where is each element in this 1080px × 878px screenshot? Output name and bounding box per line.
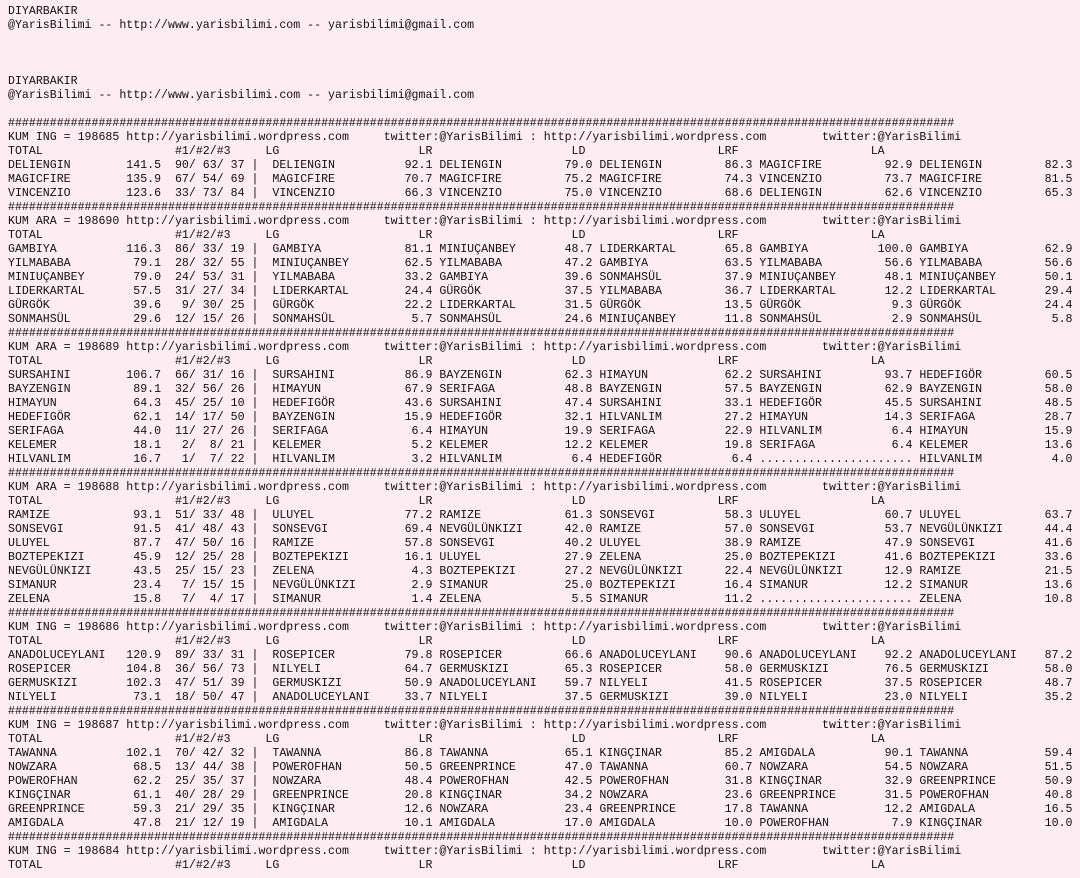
table-row: SURSAHINI 106.7 66/ 31/ 16 | SURSAHINI 86.9 BAYZENGIN 62.3 HIMAYUN 62.2 SURSAHINI 93.7 HEDEFIGÖR 60.5 (8, 369, 1073, 382)
table-row: SONSEVGI 91.5 41/ 48/ 43 | SONSEVGI 69.4 NEVGÜLÜNKIZI 42.0 RAMIZE 57.0 SONSEVGI 53.7 NEVGÜLÜNKIZI 44.4 (8, 523, 1073, 536)
table-row: ANADOLUCEYLANI 120.9 89/ 33/ 31 | ROSEPICER 79.8 ROSEPICER 66.6 ANADOLUCEYLANI 90.6 ANADOLUCEYLANI 92.2 ANADOLUCEYLANI 87.2 (8, 649, 1073, 662)
column-header-line: TOTAL #1/#2/#3 LG LR LD LRF LA (8, 859, 885, 872)
table-row: TAWANNA 102.1 70/ 42/ 32 | TAWANNA 86.8 TAWANNA 65.1 KINGÇINAR 85.2 AMIGDALA 90.1 TAWANNA 59.4 (8, 747, 1073, 760)
table-row: LIDERKARTAL 57.5 31/ 27/ 34 | LIDERKARTAL 24.4 GÜRGÖK 37.5 YILMABABA 36.7 LIDERKARTAL 12.2 LIDERKARTAL 29.4 (8, 285, 1073, 298)
contact-line: @YarisBilimi -- http://www.yarisbilimi.com -- yarisbilimi@gmail.com (8, 89, 475, 102)
column-header-line: TOTAL #1/#2/#3 LG LR LD LRF LA (8, 635, 885, 648)
separator-line: ######################################################################################################################################## (8, 831, 955, 844)
table-row: GAMBIYA 116.3 86/ 33/ 19 | GAMBIYA 81.1 MINIUÇANBEY 48.7 LIDERKARTAL 65.8 GAMBIYA 100.0 GAMBIYA 62.9 (8, 243, 1073, 256)
table-row: MINIUÇANBEY 79.0 24/ 53/ 31 | YILMABABA 33.2 GAMBIYA 39.6 SONMAHSÜL 37.9 MINIUÇANBEY 48.1 MINIUÇANBEY 50.1 (8, 271, 1073, 284)
column-header-line: TOTAL #1/#2/#3 LG LR LD LRF LA (8, 229, 885, 242)
race-header-line: KUM ARA = 198689 http://yarisbilimi.wordpress.com twitter:@YarisBilimi : http://yarisbilimi.wordpress.com twitter:@YarisBilimi (8, 341, 962, 354)
contact-line: @YarisBilimi -- http://www.yarisbilimi.com -- yarisbilimi@gmail.com (8, 19, 475, 32)
race-header-line: KUM ARA = 198688 http://yarisbilimi.wordpress.com twitter:@YarisBilimi : http://yarisbilimi.wordpress.com twitter:@YarisBilimi (8, 481, 962, 494)
separator-line: ######################################################################################################################################## (8, 705, 955, 718)
race-header-line: KUM ARA = 198690 http://yarisbilimi.wordpress.com twitter:@YarisBilimi : http://yarisbilimi.wordpress.com twitter:@YarisBilimi (8, 215, 962, 228)
table-row: NOWZARA 68.5 13/ 44/ 38 | POWEROFHAN 50.5 GREENPRINCE 47.0 TAWANNA 60.7 NOWZARA 54.5 NOWZARA 51.5 (8, 761, 1073, 774)
table-row: GREENPRINCE 59.3 21/ 29/ 35 | KINGÇINAR 12.6 NOWZARA 23.4 GREENPRINCE 17.8 TAWANNA 12.2 AMIGDALA 16.5 (8, 803, 1073, 816)
table-row: SERIFAGA 44.0 11/ 27/ 26 | SERIFAGA 6.4 HIMAYUN 19.9 SERIFAGA 22.9 HILVANLIM 6.4 HIMAYUN 15.9 (8, 425, 1073, 438)
blank-line (8, 47, 1080, 61)
separator-line: ######################################################################################################################################## (8, 467, 955, 480)
table-row: YILMABABA 79.1 28/ 32/ 55 | MINIUÇANBEY 62.5 YILMABABA 47.2 GAMBIYA 63.5 YILMABABA 56.6 YILMABABA 56.6 (8, 257, 1073, 270)
city-title: DIYARBAKIR (8, 5, 78, 18)
blank-line (8, 103, 1080, 117)
table-row: VINCENZIO 123.6 33/ 73/ 84 | VINCENZIO 66.3 VINCENZIO 75.0 VINCENZIO 68.6 DELIENGIN 62.6 VINCENZIO 65.3 (8, 187, 1073, 200)
table-row: RAMIZE 93.1 51/ 33/ 48 | ULUYEL 77.2 RAMIZE 61.3 SONSEVGI 58.3 ULUYEL 60.7 ULUYEL 63.7 (8, 509, 1073, 522)
separator-line: ######################################################################################################################################## (8, 327, 955, 340)
table-row: KELEMER 18.1 2/ 8/ 21 | KELEMER 5.2 KELEMER 12.2 KELEMER 19.8 SERIFAGA 6.4 KELEMER 13.6 (8, 439, 1073, 452)
table-row: SIMANUR 23.4 7/ 15/ 15 | NEVGÜLÜNKIZI 2.9 SIMANUR 25.0 BOZTEPEKIZI 16.4 SIMANUR 12.2 SIMANUR 13.6 (8, 579, 1073, 592)
table-row: POWEROFHAN 62.2 25/ 35/ 37 | NOWZARA 48.4 POWEROFHAN 42.5 POWEROFHAN 31.8 KINGÇINAR 32.9 GREENPRINCE 50.9 (8, 775, 1073, 788)
separator-line: ######################################################################################################################################## (8, 201, 955, 214)
column-header-line: TOTAL #1/#2/#3 LG LR LD LRF LA (8, 355, 885, 368)
table-row: BAYZENGIN 89.1 32/ 56/ 26 | HIMAYUN 67.9 SERIFAGA 48.8 BAYZENGIN 57.5 BAYZENGIN 62.9 BAYZENGIN 58.0 (8, 383, 1073, 396)
table-row: HEDEFIGÖR 62.1 14/ 17/ 50 | BAYZENGIN 15.9 HEDEFIGÖR 32.1 HILVANLIM 27.2 HIMAYUN 14.3 SERIFAGA 28.7 (8, 411, 1073, 424)
table-row: GERMUSKIZI 102.3 47/ 51/ 39 | GERMUSKIZI 50.9 ANADOLUCEYLANI 59.7 NILYELI 41.5 ROSEPICER 37.5 ROSEPICER 48.7 (8, 677, 1073, 690)
column-header-line: TOTAL #1/#2/#3 LG LR LD LRF LA (8, 733, 885, 746)
table-row: HIMAYUN 64.3 45/ 25/ 10 | HEDEFIGÖR 43.6 SURSAHINI 47.4 SURSAHINI 33.1 HEDEFIGÖR 45.5 SURSAHINI 48.5 (8, 397, 1073, 410)
table-row: AMIGDALA 47.8 21/ 12/ 19 | AMIGDALA 10.1 AMIGDALA 17.0 AMIGDALA 10.0 POWEROFHAN 7.9 KINGÇINAR 10.0 (8, 817, 1073, 830)
table-row: ULUYEL 87.7 47/ 50/ 16 | RAMIZE 57.8 SONSEVGI 40.2 ULUYEL 38.9 RAMIZE 47.9 SONSEVGI 41.6 (8, 537, 1073, 550)
table-row: KINGÇINAR 61.1 40/ 28/ 29 | GREENPRINCE 20.8 KINGÇINAR 34.2 NOWZARA 23.6 GREENPRINCE 31.5 POWEROFHAN 40.8 (8, 789, 1073, 802)
table-row: BOZTEPEKIZI 45.9 12/ 25/ 28 | BOZTEPEKIZI 16.1 ULUYEL 27.9 ZELENA 25.0 BOZTEPEKIZI 41.6 BOZTEPEKIZI 33.6 (8, 551, 1073, 564)
table-row: MAGICFIRE 135.9 67/ 54/ 69 | MAGICFIRE 70.7 MAGICFIRE 75.2 MAGICFIRE 74.3 VINCENZIO 73.7 MAGICFIRE 81.5 (8, 173, 1073, 186)
race-header-line: KUM ING = 198684 http://yarisbilimi.wordpress.com twitter:@YarisBilimi : http://yarisbilimi.wordpress.com twitter:@YarisBilimi (8, 845, 962, 858)
race-header-line: KUM ING = 198686 http://yarisbilimi.wordpress.com twitter:@YarisBilimi : http://yarisbilimi.wordpress.com twitter:@YarisBilimi (8, 621, 962, 634)
blank-line (8, 33, 1080, 47)
blank-line (8, 61, 1080, 75)
table-row: SONMAHSÜL 29.6 12/ 15/ 26 | SONMAHSÜL 5.7 SONMAHSÜL 24.6 MINIUÇANBEY 11.8 SONMAHSÜL 2.9 SONMAHSÜL 5.8 (8, 313, 1073, 326)
race-header-line: KUM ING = 198687 http://yarisbilimi.wordpress.com twitter:@YarisBilimi : http://yarisbilimi.wordpress.com twitter:@YarisBilimi (8, 719, 962, 732)
separator-line: ######################################################################################################################################## (8, 607, 955, 620)
column-header-line: TOTAL #1/#2/#3 LG LR LD LRF LA (8, 495, 885, 508)
column-header-line: TOTAL #1/#2/#3 LG LR LD LRF LA (8, 145, 885, 158)
table-row: NILYELI 73.1 18/ 50/ 47 | ANADOLUCEYLANI 33.7 NILYELI 37.5 GERMUSKIZI 39.0 NILYELI 23.0 NILYELI 35.2 (8, 691, 1073, 704)
separator-line: ######################################################################################################################################## (8, 117, 955, 130)
table-row: ZELENA 15.8 7/ 4/ 17 | SIMANUR 1.4 ZELENA 5.5 SIMANUR 11.2 ...................... ZELENA 10.8 (8, 593, 1073, 606)
city-title: DIYARBAKIR (8, 75, 78, 88)
table-row: HILVANLIM 16.7 1/ 7/ 22 | HILVANLIM 3.2 HILVANLIM 6.4 HEDEFIGÖR 6.4 ...................... HILVANLIM 4.0 (8, 453, 1073, 466)
race-header-line: KUM ING = 198685 http://yarisbilimi.wordpress.com twitter:@YarisBilimi : http://yarisbilimi.wordpress.com twitter:@YarisBilimi (8, 131, 962, 144)
table-row: DELIENGIN 141.5 90/ 63/ 37 | DELIENGIN 92.1 DELIENGIN 79.0 DELIENGIN 86.3 MAGICFIRE 92.9 DELIENGIN 82.3 (8, 159, 1073, 172)
table-row: ROSEPICER 104.8 36/ 56/ 73 | NILYELI 64.7 GERMUSKIZI 65.3 ROSEPICER 58.0 GERMUSKIZI 76.5 GERMUSKIZI 58.0 (8, 663, 1073, 676)
table-row: NEVGÜLÜNKIZI 43.5 25/ 15/ 23 | ZELENA 4.3 BOZTEPEKIZI 27.2 NEVGÜLÜNKIZI 22.4 NEVGÜLÜNKIZI 12.9 RAMIZE 21.5 (8, 565, 1073, 578)
table-row: GÜRGÖK 39.6 9/ 30/ 25 | GÜRGÖK 22.2 LIDERKARTAL 31.5 GÜRGÖK 13.5 GÜRGÖK 9.3 GÜRGÖK 24.4 (8, 299, 1073, 312)
